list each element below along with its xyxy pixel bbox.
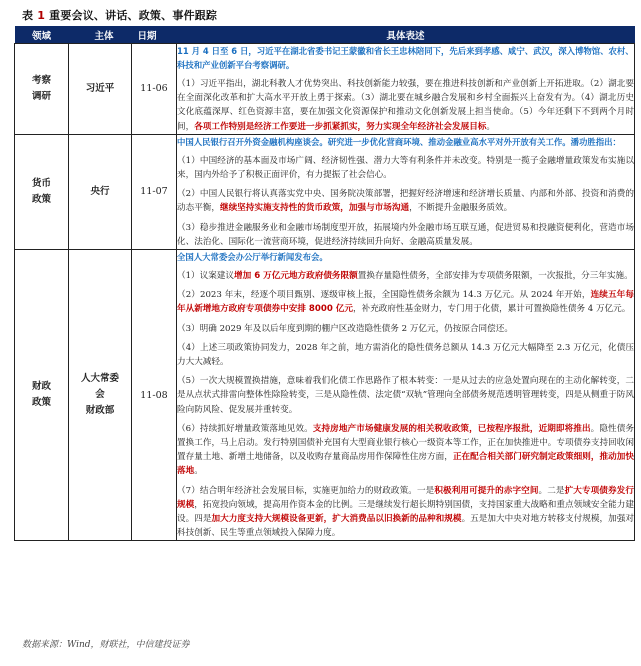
events-table xyxy=(14,26,635,541)
header-date: 日期 xyxy=(132,26,177,44)
domain-text: 政策 xyxy=(31,193,51,205)
para-text: （2）2023 年末，经逐个项目甄别、逐级审核上报，全国隐性债务余额为 14.3 万亿元。从 2024 年开始， xyxy=(177,290,591,301)
subject-text: 习近平 xyxy=(85,82,115,94)
para-text: 。 xyxy=(194,466,203,477)
highlight-text: 各项工作特别是经济工作要进一步抓紧抓实，努力实现全年经济社会发展目标 xyxy=(194,121,487,132)
para-text: （5）一次大规模置换措施，意味着我们化债工作思路作了根本转变：一是从过去的应急处置向现在的主动化解转变，二是从点状式排雷向整体性除险转变，三是从隐性债、法定债“双轨”管理向全部债务规范透明管理转变，四是从侧重于防风险向防风险、促发展并重转变。 xyxy=(177,376,634,415)
domain-text: 考察 xyxy=(31,74,51,86)
description-cell xyxy=(177,44,635,135)
para-text: 。 xyxy=(486,121,496,132)
para-text: （1）议案建议 xyxy=(177,271,235,282)
domain-text: 调研 xyxy=(31,90,51,102)
para-text: ，拓宽投向领域，提高用作资本金的比例。三是继续发行超长期特别国债，支持国家重大战略和重点领域安全能力建设。四是 xyxy=(177,499,634,525)
para-text: （7）结合明年经济社会发展目标，实施更加给力的财政政策。一是 xyxy=(177,485,435,496)
header-domain: 领域 xyxy=(15,26,69,44)
headline: 中国人民银行召开外资金融机构座谈会。研究进一步优化营商环境、推动金融业高水平对外开放有关工作。潘功胜指出： xyxy=(177,136,621,147)
para-text: 。隐性债务置换工作，马上启动。发行特别国债补充国有大型商业银行核心一级资本等工作，正在加快推进中。专项债券支持回收闲置存量土地、新增土地储备，以及收购存量商品房用作保障性住房方面， xyxy=(177,423,634,463)
para-text: （1）中国经济的基本面及市场广阔、经济韧性强、潜力大等有利条件并未改变。特别是一揽子金融增量政策发布实施以来，国内外给予了积极正面评价，有力提振了社会信心。 xyxy=(177,155,634,181)
description-cell xyxy=(177,250,635,541)
domain-cell xyxy=(15,250,69,541)
date-cell: 11-07 xyxy=(132,134,177,249)
para-text: ，补充政府性基金财力，专门用于化债，累计可置换隐性债务 4 万亿元。 xyxy=(353,304,631,315)
domain-text: 财政 xyxy=(31,381,51,393)
para-text: （6）持续抓好增量政策落地见效。 xyxy=(177,423,313,434)
subject-text: 人大常委 xyxy=(80,373,119,385)
subject-cell xyxy=(69,44,132,135)
para-text: ，不断提升金融服务质效。 xyxy=(409,203,513,214)
subject-text: 会 xyxy=(95,389,105,401)
highlight-text: 加大力度支持大规模设备更新，扩大消费品以旧换新的品种和规模 xyxy=(211,514,462,525)
domain-cell xyxy=(15,44,69,135)
subject-cell xyxy=(69,134,132,249)
description-cell xyxy=(177,134,635,249)
caption-number: 1 xyxy=(37,9,46,22)
paragraph xyxy=(177,221,634,249)
para-text: （3）明确 2029 年及以后年度到期的棚户区改造隐性债务 2 万亿元，仍按原合同偿还。 xyxy=(177,323,513,334)
table-header-row xyxy=(15,26,635,44)
paragraph xyxy=(177,187,634,215)
highlight-text: 继续坚持实施支持性的货币政策，加强与市场沟通 xyxy=(219,203,410,214)
caption-title: 重要会议、讲话、政策、事件跟踪 xyxy=(49,9,218,22)
table-row xyxy=(15,250,635,541)
paragraph xyxy=(177,374,634,417)
para-text: （1）习近平指出，湖北科教人才优势突出、科技创新能力较强，要在推进科技创新和产业创新上开拓进取。（2）湖北要在全面深化改革和扩大高水平开放上勇于探索。（3）湖北要在城乡融合发展和乡村全面振兴上奋发有为。（4）湖北历史文化底蕴深厚、红色资源丰富，要在加强文化资源保护和推动文化创新发展上担当使命。（5）今年还剩下不到两个月时间， xyxy=(177,79,634,132)
date-cell: 11-08 xyxy=(132,250,177,541)
caption-prefix: 表 xyxy=(22,9,34,22)
highlight-text: 扩大专项债券发行规模 xyxy=(177,485,634,510)
para-text: （2）中国人民银行将认真落实党中央、国务院决策部署，把握好经济增速和经济增长质量、内部和外部、投资和消费的动态平衡， xyxy=(177,189,634,214)
paragraph xyxy=(177,322,634,336)
data-source-note: 数据来源：Wind，财联社，中信建投证券 xyxy=(22,640,190,650)
subject-cell xyxy=(69,250,132,541)
paragraph xyxy=(177,422,634,479)
highlight-text: 支持房地产市场健康发展的相关税收政策，已按程序报批，近期即将推出 xyxy=(312,423,591,434)
para-text: （3）稳步推进金融服务业和金融市场制度型开放，拓展境内外金融市场互联互通，促进贸易和投融资便利化，营造市场化、法治化、国际化一流营商环境，促进经济持续回升向好、金融高质量发展。 xyxy=(177,222,634,247)
headline: 11 月 4 日至 6 日，习近平在湖北省委书记王蒙徽和省长王忠林陪同下，先后来到孝感、咸宁、武汉，深入博物馆、农村、科技和产业创新平台考察调研。 xyxy=(177,46,634,70)
highlight-text: 连续五年每年从新增地方政府专项债券中安排 8000 亿元 xyxy=(177,290,634,315)
highlight-text: 积极利用可提升的赤字空间 xyxy=(434,485,539,496)
header-description: 具体表述 xyxy=(177,26,635,44)
table-row xyxy=(15,44,635,135)
domain-text: 货币 xyxy=(31,177,51,189)
table-row xyxy=(15,134,635,249)
subject-text: 财政部 xyxy=(85,405,115,417)
header-subject: 主体 xyxy=(69,26,132,44)
paragraph xyxy=(177,154,634,182)
para-text: 。二是 xyxy=(538,485,565,496)
paragraph xyxy=(177,77,634,134)
para-text: 。五是加大中央对地方转移支付规模，加强对科技创新、民生等重点领域投入保障力度。 xyxy=(177,514,634,539)
highlight-text: 正在配合相关部门研究制定政策细则，推动加快落地 xyxy=(177,452,634,477)
para-text: （4）上述三项政策协同发力，2028 年之前，地方需消化的隐性债务总额从 14.3 万亿元大幅降至 2.3 万亿元，化债压力大大减轻。 xyxy=(177,342,634,368)
paragraph xyxy=(177,269,634,283)
paragraph xyxy=(177,341,634,369)
table-caption xyxy=(22,7,217,23)
paragraph xyxy=(177,484,634,541)
para-text: 置换存量隐性债务，全部安排为专项债务限额，一次报批，分三年实施。 xyxy=(357,271,633,282)
highlight-text: 增加 6 万亿元地方政府债务限额 xyxy=(234,271,358,282)
domain-cell xyxy=(15,134,69,249)
headline: 全国人大常委会办公厅举行新闻发布会。 xyxy=(177,252,328,263)
date-cell: 11-06 xyxy=(132,44,177,135)
domain-text: 政策 xyxy=(31,397,51,409)
subject-text: 央行 xyxy=(90,185,110,197)
paragraph xyxy=(177,288,634,316)
